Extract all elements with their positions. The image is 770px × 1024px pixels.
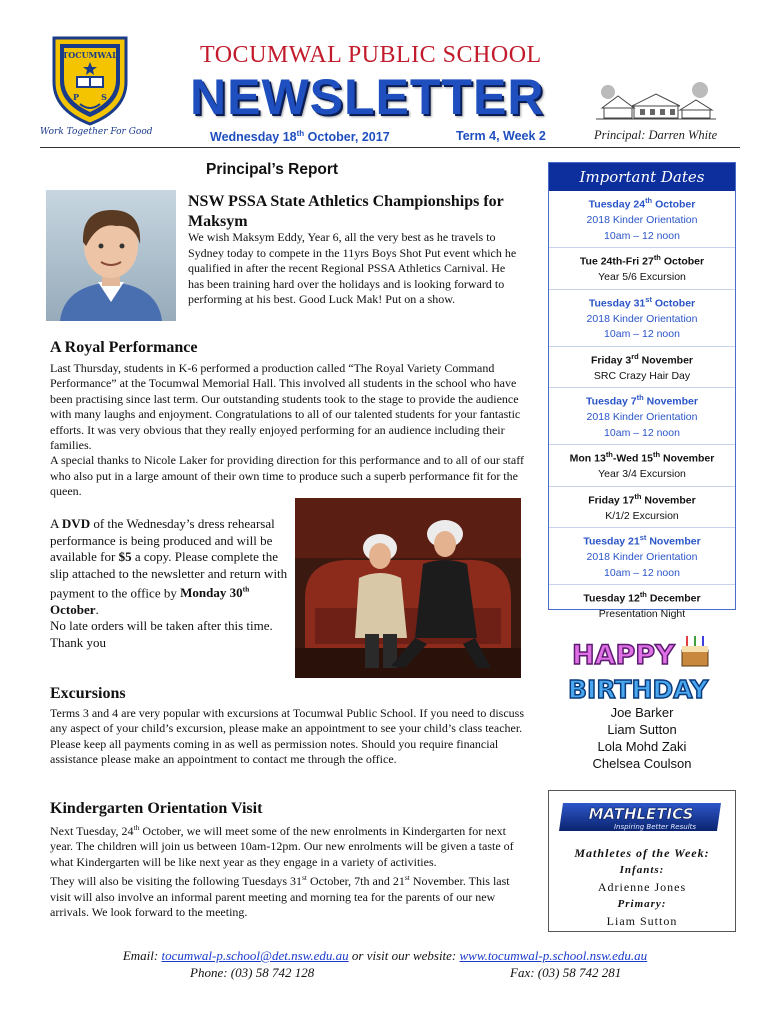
birthday-name: Lola Mohd Zaki xyxy=(597,739,687,754)
birthday-names xyxy=(548,704,736,772)
mathletics-logo xyxy=(559,799,725,835)
header-divider xyxy=(40,147,740,148)
kinder-paragraph-1: Next Tuesday, 24th October, we will meet some of the new enrolments in Kindergarten for next year. The children will join us between 10am-12pm. Our new enrolments will be given a taste of what Kindergarten will be like next year as they engage in a variety of activities. xyxy=(50,823,514,869)
date-entry xyxy=(549,585,735,626)
important-dates-title: Important Dates xyxy=(549,163,735,191)
birthday-name: Liam Sutton xyxy=(607,722,677,737)
infants-name: Adrienne Jones xyxy=(597,880,687,894)
date-entry xyxy=(549,445,735,487)
date-entry-detail: 10am – 12 noon xyxy=(604,426,680,439)
date-entry xyxy=(549,347,735,389)
royal-paragraph-2: A special thanks to Nicole Laker for providing direction for this performance and to all of our staff who also put in a large amount of their own time to produce such a superb performance fit for the queen. xyxy=(50,453,524,499)
date-entry-detail: SRC Crazy Hair Day xyxy=(593,369,691,382)
footer-phone: Phone: (03) 58 742 128 xyxy=(190,965,315,980)
date-entry-detail: 2018 Kinder Orientation xyxy=(586,551,698,563)
important-dates-panel xyxy=(548,162,736,620)
birthday-word-birthday: BIRTHDAY xyxy=(568,675,709,704)
date-entry-date: Friday 3rd November xyxy=(590,351,694,366)
date-entry-date: Tuesday 21st November xyxy=(583,533,701,548)
school-motto: Work Together For Good xyxy=(40,127,153,137)
mathletics-logo-text: MATHLETICS xyxy=(588,805,694,823)
royal-performance-photo xyxy=(295,498,521,678)
crest-letter-p: P xyxy=(72,92,80,102)
newsletter-title: NEWSLETTER xyxy=(190,69,545,125)
date-entry-detail: 2018 Kinder Orientation xyxy=(586,411,698,423)
date-entry xyxy=(549,290,735,347)
term-week: Term 4, Week 2 xyxy=(456,129,546,143)
footer-fax: Fax: (03) 58 742 281 xyxy=(510,965,622,980)
website-link[interactable]: www.tocumwal-p.school.nsw.edu.au xyxy=(459,948,648,963)
email-link[interactable]: tocumwal-p.school@det.nsw.edu.au xyxy=(161,948,349,963)
school-crest-logo xyxy=(50,34,130,126)
date-entry-detail: 2018 Kinder Orientation xyxy=(586,312,698,325)
birthday-word-happy: HAPPY xyxy=(572,640,675,671)
excursions-body: Terms 3 and 4 are very popular with excursions at Tocumwal Public School. If you need to discuss any aspect of your child’s excursion, please make an appointment to see your child’s class teacher. Please keep all payments coming in as well as permission notes. Should you require financial assistance please make an appointment to contact me through the office. xyxy=(50,706,524,767)
royal-performance-title: A Royal Performance xyxy=(50,339,198,356)
date-entry xyxy=(549,487,735,529)
date-entry-date: Tue 24th-Fri 27th October xyxy=(579,253,705,268)
date-entry-detail: 2018 Kinder Orientation xyxy=(586,214,698,226)
date-entry-detail: Year 3/4 Excursion xyxy=(598,468,686,480)
important-dates-list xyxy=(549,191,735,626)
date-entry-date: Tuesday 24th October xyxy=(588,196,696,211)
royal-paragraph-1: Last Thursday, students in K-6 performed a production called “The Royal Variety Command Performance” at the Tocumwal Memorial Hall. This involved all students in the school who have been practising since last term. Our outstanding students took to the stage to provide the audience with many laughs and enjoyment. Congratulations to all of our talented students for your fantastic efforts. It was very obvious that they really enjoyed performing for an audience including their families. xyxy=(50,361,521,453)
maksym-article-title: NSW PSSA State Athletics Championships for Maksym xyxy=(188,193,504,230)
date-entry-date: Tuesday 12th December xyxy=(583,590,701,605)
crest-letter-s: S xyxy=(101,92,107,102)
kinder-paragraph-2: They will also be visiting the following Tuesdays 31st October, 7th and 21st November. This last visit will also involve an informal parent meeting and morning tea for the parents of our new arrivals. We look forward to the meeting. xyxy=(50,873,510,920)
school-building-sketch xyxy=(596,78,716,122)
happy-birthday-graphic xyxy=(566,632,716,704)
date-entry xyxy=(549,388,735,445)
kinder-orientation-title: Kindergarten Orientation Visit xyxy=(50,800,263,817)
date-entry-detail: 10am – 12 noon xyxy=(604,566,680,579)
kinder-orientation-body xyxy=(50,820,524,920)
date-entry xyxy=(549,191,735,248)
primary-label: Primary: xyxy=(617,898,667,910)
crest-text: TOCUMWAL xyxy=(62,50,118,60)
date-entry-detail: 10am – 12 noon xyxy=(604,328,680,340)
dvd-order-text: A DVD of the Wednesday’s dress rehearsal performance is being produced and will be available for $5 a copy. Please complete the slip attached to the newsletter and return with payment to the office by Monday 30th October. No late orders will be taken after this time. Thank you xyxy=(50,516,288,650)
principals-report-title: Principal’s Report xyxy=(206,161,339,178)
school-name: TOCUMWAL PUBLIC SCHOOL xyxy=(200,42,542,68)
date-entry-detail: Year 5/6 Excursion xyxy=(598,271,686,283)
footer-contact: Email: tocumwal-p.school@det.nsw.edu.au or visit our website: www.tocumwal-p.school.nsw.edu.au xyxy=(122,948,648,963)
mathletes-title: Mathletes of the Week: xyxy=(574,846,710,860)
excursions-title: Excursions xyxy=(50,685,126,702)
principal-name: Principal: Darren White xyxy=(594,128,718,142)
date-entry-date: Friday 17th November xyxy=(588,491,696,506)
mathletics-panel xyxy=(548,790,736,932)
mathletes-of-week xyxy=(549,845,735,930)
date-entry-date: Tuesday 31st October xyxy=(588,294,696,309)
date-entry-detail: 10am – 12 noon xyxy=(604,229,680,242)
mathletics-tagline: Inspiring Better Results xyxy=(613,823,697,831)
date-entry-date: Mon 13th-Wed 15th November xyxy=(569,450,715,465)
date-entry-date: Tuesday 7th November xyxy=(586,393,698,408)
maksym-article-body: We wish Maksym Eddy, Year 6, all the very best as he travels to Sydney today to compete in the 11yrs Boys Shot Put event which he qualified in after the recent Regional PSSA Athletics Carnival. He has been training hard over the holidays and is looking forward to performing at his best. Good Luck Mak! Put on a show. xyxy=(188,230,517,306)
primary-name: Liam Sutton xyxy=(606,914,678,928)
birthday-name: Joe Barker xyxy=(610,705,674,720)
royal-performance-body xyxy=(50,361,524,500)
maksym-photo xyxy=(46,190,176,321)
date-entry xyxy=(549,248,735,290)
late-orders-note: No late orders will be taken after this time. Thank you xyxy=(50,618,273,650)
date-entry-detail: K/1/2 Excursion xyxy=(605,509,679,522)
newsletter-date: Wednesday 18th October, 2017 xyxy=(210,129,390,145)
infants-label: Infants: xyxy=(619,864,665,876)
birthday-name: Chelsea Coulson xyxy=(592,756,692,771)
date-entry xyxy=(549,528,735,585)
date-entry-detail: Presentation Night xyxy=(598,608,686,620)
